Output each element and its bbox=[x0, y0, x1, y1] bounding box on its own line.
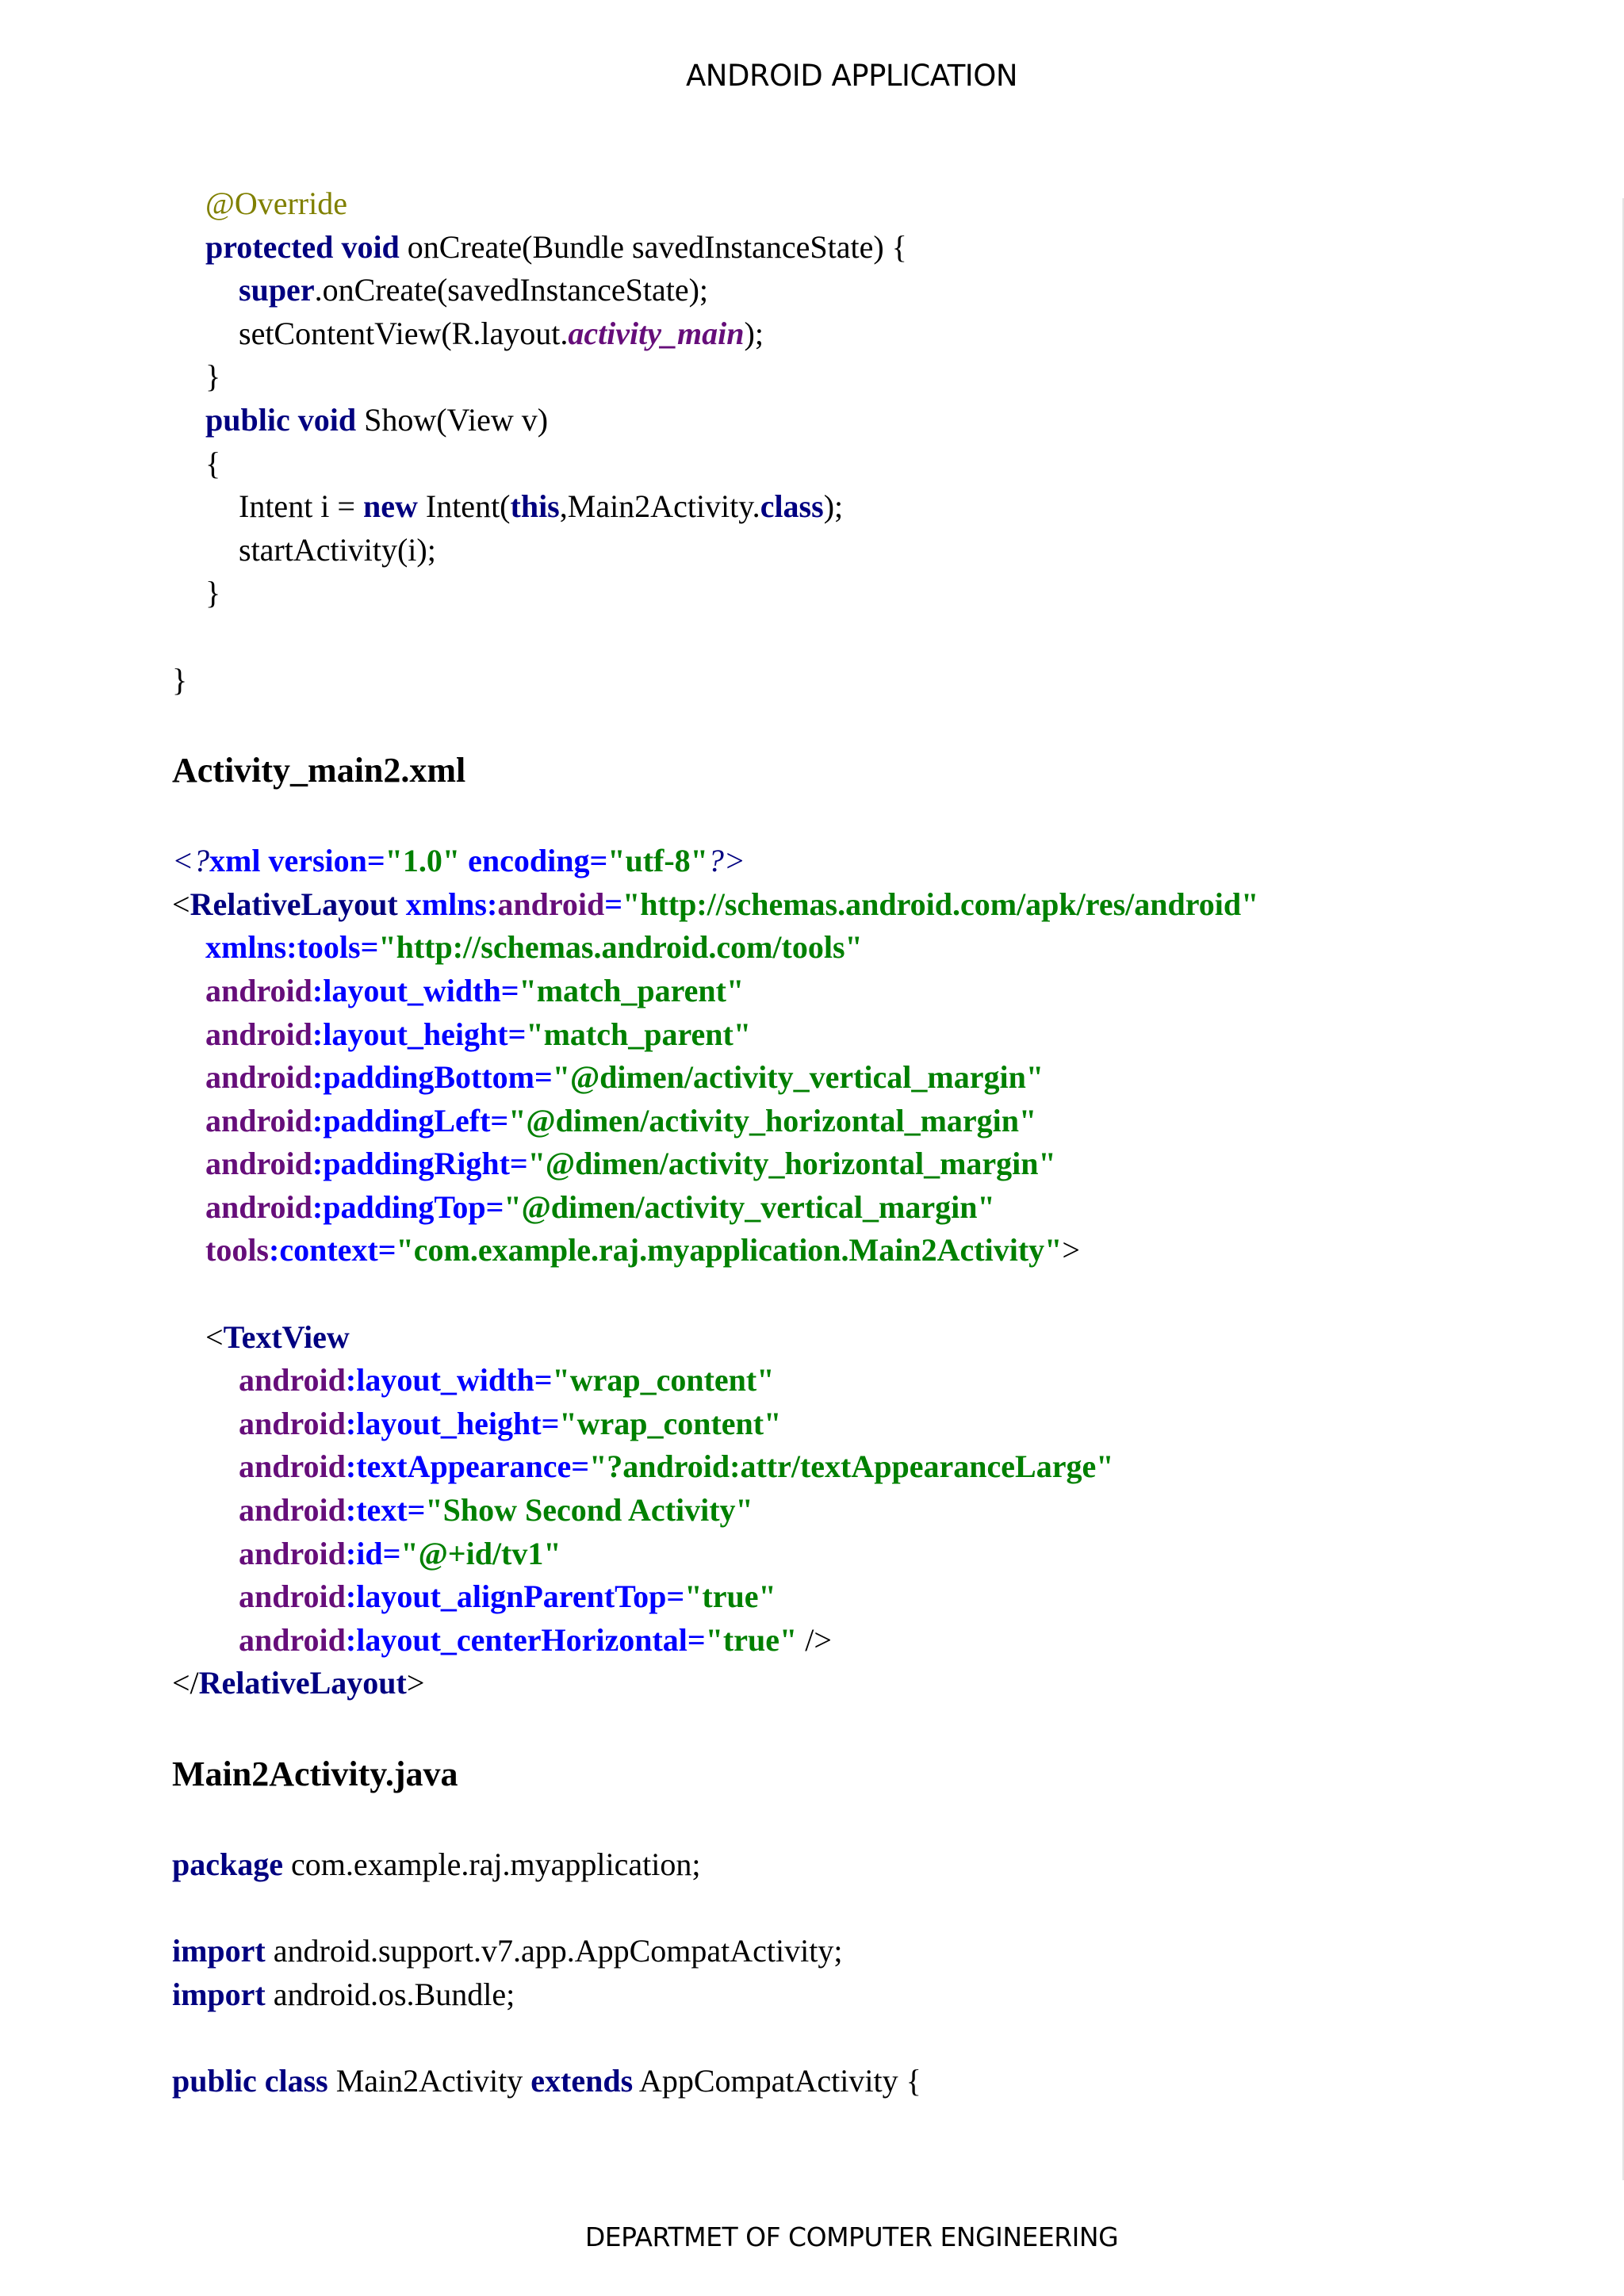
keyword: new bbox=[362, 488, 418, 525]
xml-root-open bbox=[172, 883, 1576, 927]
xml-bracket: /> bbox=[797, 1621, 832, 1658]
xml-attr-line: android:paddingBottom="@dimen/activity_vertical_margin" bbox=[205, 1059, 1044, 1096]
xml-namespace: android bbox=[239, 1362, 346, 1399]
xml-namespace: android bbox=[205, 1102, 312, 1138]
xml-value: "wrap_content" bbox=[552, 1362, 775, 1399]
keyword: protected bbox=[205, 228, 334, 265]
code-text: Show(View v) bbox=[356, 401, 549, 438]
static-field: activity_main bbox=[568, 315, 745, 351]
code-line bbox=[172, 399, 1576, 442]
xml-bracket: > bbox=[1062, 1232, 1080, 1269]
code-text: startActivity(i); bbox=[239, 531, 436, 568]
blank-line bbox=[172, 2016, 1576, 2060]
code-text: .onCreate(savedInstanceState); bbox=[314, 272, 709, 308]
xml-attr: layout_centerHorizontal bbox=[356, 1621, 688, 1658]
keyword: class bbox=[264, 2062, 328, 2099]
code-text: Main2Activity bbox=[327, 2062, 531, 2099]
keyword: void bbox=[341, 228, 400, 265]
xml-bracket: < bbox=[205, 1318, 224, 1355]
xml-attr: paddingTop bbox=[323, 1188, 486, 1225]
xml-attr-line: android:layout_height="wrap_content" bbox=[239, 1405, 782, 1441]
keyword: import bbox=[172, 1933, 266, 1969]
section-title-xml: Activity_main2.xml bbox=[172, 751, 466, 790]
xml-attr: layout_height bbox=[323, 1016, 508, 1052]
xml-tag: TextView bbox=[223, 1318, 350, 1355]
xml-namespace: android bbox=[205, 1016, 312, 1052]
xml-tag: RelativeLayout bbox=[190, 886, 398, 922]
xml-textview-open bbox=[172, 1316, 1576, 1360]
code-text: setContentView(R.layout. bbox=[239, 315, 569, 351]
xml-namespace: android bbox=[239, 1578, 346, 1615]
code-text: Intent i = bbox=[239, 488, 363, 525]
xml-bracket: > bbox=[406, 1665, 425, 1701]
code-text: ); bbox=[823, 488, 844, 525]
blank-line bbox=[172, 1705, 1576, 1751]
code-text: AppCompatActivity { bbox=[633, 2062, 921, 2099]
keyword: import bbox=[172, 1976, 266, 2012]
xml-namespace: android bbox=[239, 1405, 346, 1441]
xml-root-close bbox=[172, 1662, 1576, 1705]
xml-attr-line: android:paddingLeft="@dimen/activity_horizontal_margin" bbox=[205, 1102, 1037, 1138]
code-line bbox=[172, 2060, 1576, 2103]
xml-namespace: android bbox=[205, 1188, 312, 1225]
blank-line bbox=[172, 794, 1576, 840]
page-footer: DEPARTMET OF COMPUTER ENGINEERING bbox=[584, 2221, 1119, 2252]
keyword: public bbox=[205, 401, 290, 438]
xml-attr-line: android:paddingRight="@dimen/activity_horizontal_margin" bbox=[205, 1146, 1056, 1182]
xml-attr: paddingRight bbox=[323, 1146, 510, 1182]
code-line bbox=[172, 1930, 1576, 1973]
xml-attr-line bbox=[172, 926, 1576, 970]
code-line bbox=[172, 1973, 1576, 2017]
code-line bbox=[172, 182, 1576, 226]
xml-attr: version bbox=[268, 843, 367, 879]
xml-attr: encoding bbox=[468, 843, 590, 879]
code-text: ); bbox=[744, 315, 764, 351]
code-line bbox=[172, 485, 1576, 529]
xml-equals: = bbox=[360, 929, 379, 966]
code-line bbox=[172, 269, 1576, 312]
xml-value: "1.0" bbox=[385, 843, 461, 879]
xml-value: "wrap_content" bbox=[559, 1405, 782, 1441]
xml-attr-line: android:layout_alignParentTop="true" bbox=[239, 1578, 776, 1615]
code-text: } bbox=[172, 661, 188, 698]
xml-pi-name: xml bbox=[209, 843, 261, 879]
xml-bracket: < bbox=[172, 886, 190, 922]
blank-line bbox=[172, 1272, 1576, 1316]
code-text: { bbox=[205, 445, 221, 481]
code-line bbox=[172, 659, 1576, 702]
xml-value: "http://schemas.android.com/tools" bbox=[378, 929, 863, 966]
blank-line bbox=[172, 702, 1576, 748]
xml-value: "@+id/tv1" bbox=[400, 1535, 561, 1571]
xml-attr: layout_width bbox=[323, 972, 501, 1008]
code-text: android.support.v7.app.AppCompatActivity; bbox=[265, 1933, 843, 1969]
xml-tag: RelativeLayout bbox=[198, 1665, 407, 1701]
xml-declaration: <?xml version="1.0" encoding="utf-8"?> bbox=[172, 843, 745, 879]
xml-namespace: android bbox=[239, 1492, 346, 1529]
xml-value: "@dimen/activity_vertical_margin" bbox=[504, 1188, 995, 1225]
code-text: ,Main2Activity. bbox=[559, 488, 760, 525]
blank-line bbox=[172, 615, 1576, 659]
code-line bbox=[172, 1843, 1576, 1887]
xml-attr-line: android:text="Show Second Activity" bbox=[239, 1492, 753, 1529]
code-text: android.os.Bundle; bbox=[265, 1976, 515, 2012]
xml-bracket: </ bbox=[172, 1665, 199, 1701]
xml-attr: context bbox=[279, 1232, 378, 1269]
xml-attr: paddingLeft bbox=[323, 1102, 491, 1138]
code-line bbox=[172, 442, 1576, 486]
keyword: extends bbox=[530, 2062, 634, 2099]
code-line bbox=[172, 529, 1576, 572]
keyword: class bbox=[760, 488, 824, 525]
xml-namespace: android bbox=[497, 886, 605, 922]
xml-attr-line: android:layout_width="wrap_content" bbox=[239, 1362, 775, 1399]
page-header: ANDROID APPLICATION bbox=[685, 59, 1018, 93]
xml-namespace: android bbox=[205, 972, 312, 1008]
xml-attr-line: android:paddingTop="@dimen/activity_vertical_margin" bbox=[205, 1188, 995, 1225]
code-text: com.example.raj.myapplication; bbox=[283, 1846, 701, 1882]
section-title-java: Main2Activity.java bbox=[172, 1755, 458, 1793]
blank-line bbox=[172, 1797, 1576, 1843]
code-text: Intent( bbox=[417, 488, 511, 525]
xml-attr: layout_width bbox=[356, 1362, 534, 1399]
xml-value: "@dimen/activity_vertical_margin" bbox=[552, 1059, 1044, 1096]
xml-attr-line: android:layout_width="match_parent" bbox=[205, 972, 745, 1008]
xml-value: "utf-8" bbox=[607, 843, 708, 879]
keyword: super bbox=[239, 272, 315, 308]
code-text: } bbox=[205, 358, 221, 395]
xml-value: "match_parent" bbox=[519, 972, 745, 1008]
root-attr-list bbox=[172, 970, 1576, 1230]
textview-attr-list bbox=[172, 1359, 1576, 1619]
keyword: public bbox=[172, 2062, 257, 2099]
code-content bbox=[172, 182, 1576, 2103]
xml-attr: layout_height bbox=[356, 1405, 542, 1441]
xml-attr-line: android:layout_height="match_parent" bbox=[205, 1016, 752, 1052]
xml-value: "?android:attr/textAppearanceLarge" bbox=[589, 1448, 1114, 1485]
xml-attr: xmlns:tools bbox=[205, 929, 361, 966]
code-line bbox=[172, 572, 1576, 615]
xml-attr-line: tools:context="com.example.raj.myapplication.Main2Activity"> bbox=[205, 1232, 1080, 1269]
xml-attr: xmlns: bbox=[405, 886, 498, 922]
xml-value: "@dimen/activity_horizontal_margin" bbox=[508, 1102, 1037, 1138]
code-line bbox=[172, 226, 1576, 270]
xml-value: "Show Second Activity" bbox=[425, 1492, 753, 1529]
xml-namespace: android bbox=[205, 1059, 312, 1096]
xml-attr: layout_alignParentTop bbox=[356, 1578, 667, 1615]
xml-value: "http://schemas.android.com/apk/res/android" bbox=[622, 886, 1259, 922]
xml-namespace: android bbox=[205, 1146, 312, 1182]
annotation: @Override bbox=[205, 186, 347, 221]
xml-attr-line: android:id="@+id/tv1" bbox=[239, 1535, 561, 1571]
xml-attr: id bbox=[356, 1535, 383, 1571]
code-text: onCreate(Bundle savedInstanceState) { bbox=[399, 228, 907, 265]
keyword: void bbox=[297, 401, 357, 438]
code-text: } bbox=[205, 575, 221, 611]
blank-line bbox=[172, 1887, 1576, 1931]
xml-namespace: android bbox=[239, 1621, 346, 1658]
code-line bbox=[172, 312, 1576, 356]
xml-value: "true" bbox=[705, 1621, 798, 1658]
keyword: this bbox=[510, 488, 560, 525]
xml-pi-open: <? bbox=[172, 843, 209, 879]
xml-value: "@dimen/activity_horizontal_margin" bbox=[527, 1146, 1056, 1182]
xml-namespace: android bbox=[239, 1535, 346, 1571]
keyword: package bbox=[172, 1846, 283, 1882]
xml-attr: paddingBottom bbox=[323, 1059, 534, 1096]
xml-attr-line: android:textAppearance="?android:attr/textAppearanceLarge" bbox=[239, 1448, 1114, 1485]
xml-attr: text bbox=[356, 1492, 408, 1529]
xml-pi-close: ?> bbox=[707, 843, 745, 879]
xml-namespace: android bbox=[239, 1448, 346, 1485]
xml-value: "match_parent" bbox=[526, 1016, 752, 1052]
xml-namespace: tools bbox=[205, 1232, 269, 1269]
xml-value: "com.example.raj.myapplication.Main2Activity" bbox=[396, 1232, 1063, 1269]
xml-attr: textAppearance bbox=[356, 1448, 572, 1485]
code-line bbox=[172, 355, 1576, 399]
xml-value: "true" bbox=[684, 1578, 776, 1615]
xml-equals: = bbox=[604, 886, 623, 922]
xml-attr-line: android:layout_centerHorizontal="true" /> bbox=[239, 1621, 832, 1658]
